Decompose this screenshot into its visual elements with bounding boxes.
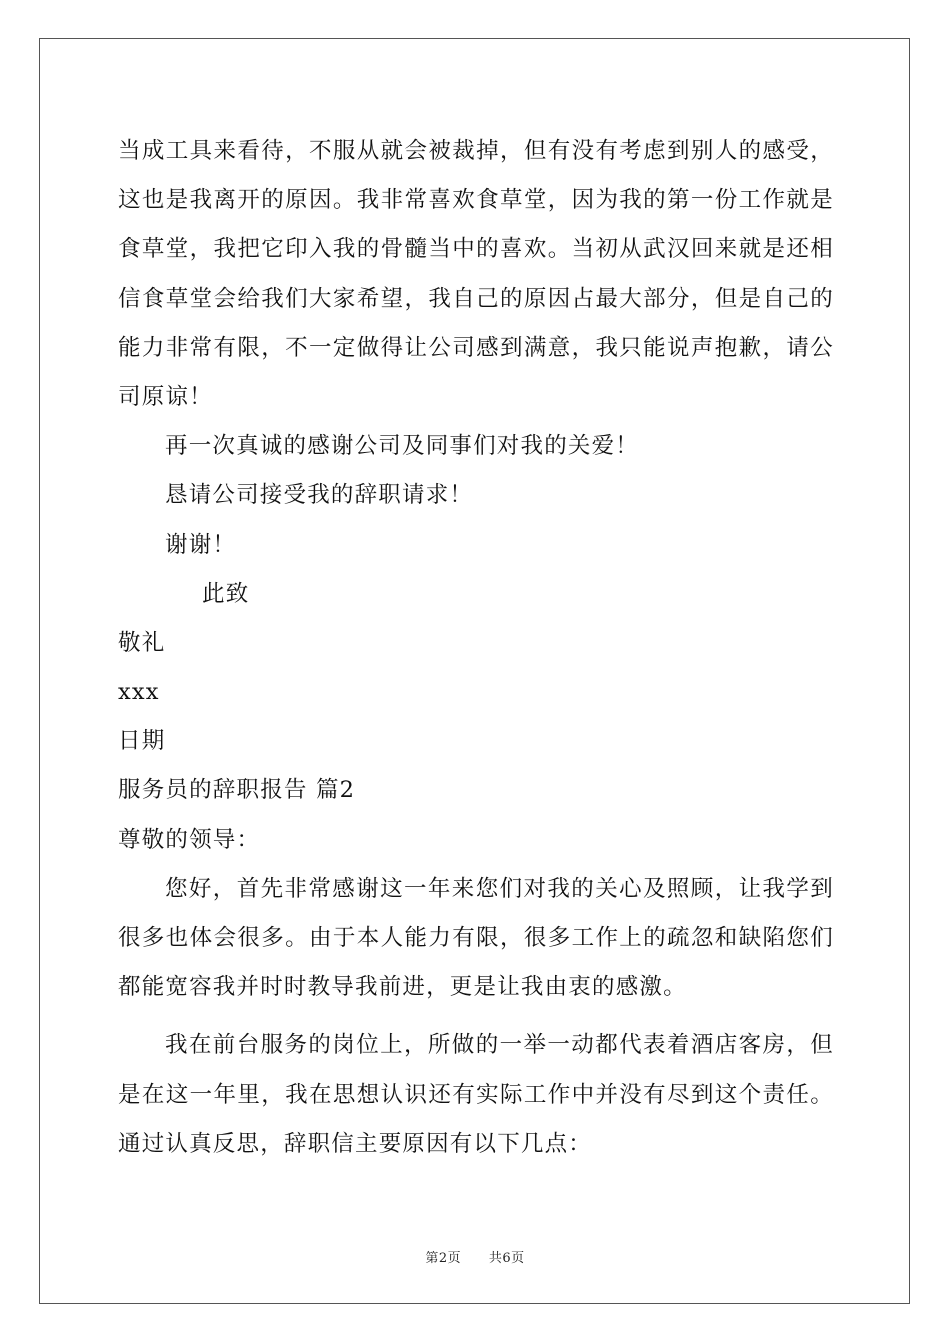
paragraph-line: 恳请公司接受我的辞职请求！ <box>165 482 474 509</box>
paragraph-line: 当成工具来看待，不服从就会被裁掉，但有没有考虑到别人的感受， <box>118 138 834 164</box>
closing-salutation: 此致 <box>202 580 250 607</box>
page-number-total: 共6页 <box>488 1251 525 1266</box>
page-footer <box>0 1247 950 1266</box>
paragraph-line: 再一次真诚的感谢公司及同事们对我的关爱！ <box>165 433 640 460</box>
paragraph-line: 通过认真反思，辞职信主要原因有以下几点： <box>118 1130 593 1157</box>
paragraph-line: 是在这一年里，我在思想认识还有实际工作中并没有尽到这个责任。 <box>118 1081 834 1108</box>
paragraph-line: 信食草堂会给我们大家希望，我自己的原因占最大部分，但是自己的 <box>118 285 834 312</box>
paragraph-line: 您好，首先非常感谢这一年来您们对我的关心及照顾，让我学到 <box>165 875 834 902</box>
paragraph-line: 都能宽容我并时时教导我前进，更是让我由衷的感激。 <box>118 974 687 1001</box>
paragraph-line: 很多也体会很多。由于本人能力有限，很多工作上的疏忽和缺陷您们 <box>118 925 834 951</box>
paragraph-line: 谢谢！ <box>165 531 237 558</box>
paragraph-spacer <box>118 1012 834 1021</box>
signature-date: 日期 <box>118 728 166 755</box>
closing-regards: 敬礼 <box>118 629 166 656</box>
paragraph-line: 食草堂，我把它印入我的骨髓当中的喜欢。当初从武汉回来就是还相 <box>118 236 834 263</box>
paragraph-line: 这也是我离开的原因。我非常喜欢食草堂，因为我的第一份工作就是 <box>118 187 834 214</box>
paragraph-line: 能力非常有限，不一定做得让公司感到满意，我只能说声抱歉，请公 <box>118 334 834 361</box>
document-body <box>118 127 834 1169</box>
paragraph-line: 司原谅！ <box>118 383 213 410</box>
signature-name: xxx <box>118 679 160 706</box>
section-title: 服务员的辞职报告 篇2 <box>118 777 356 804</box>
page-number-current: 第2页 <box>425 1251 462 1266</box>
paragraph-line: 我在前台服务的岗位上，所做的一举一动都代表着酒店客房，但 <box>165 1032 834 1059</box>
letter-salutation: 尊敬的领导： <box>118 826 261 853</box>
